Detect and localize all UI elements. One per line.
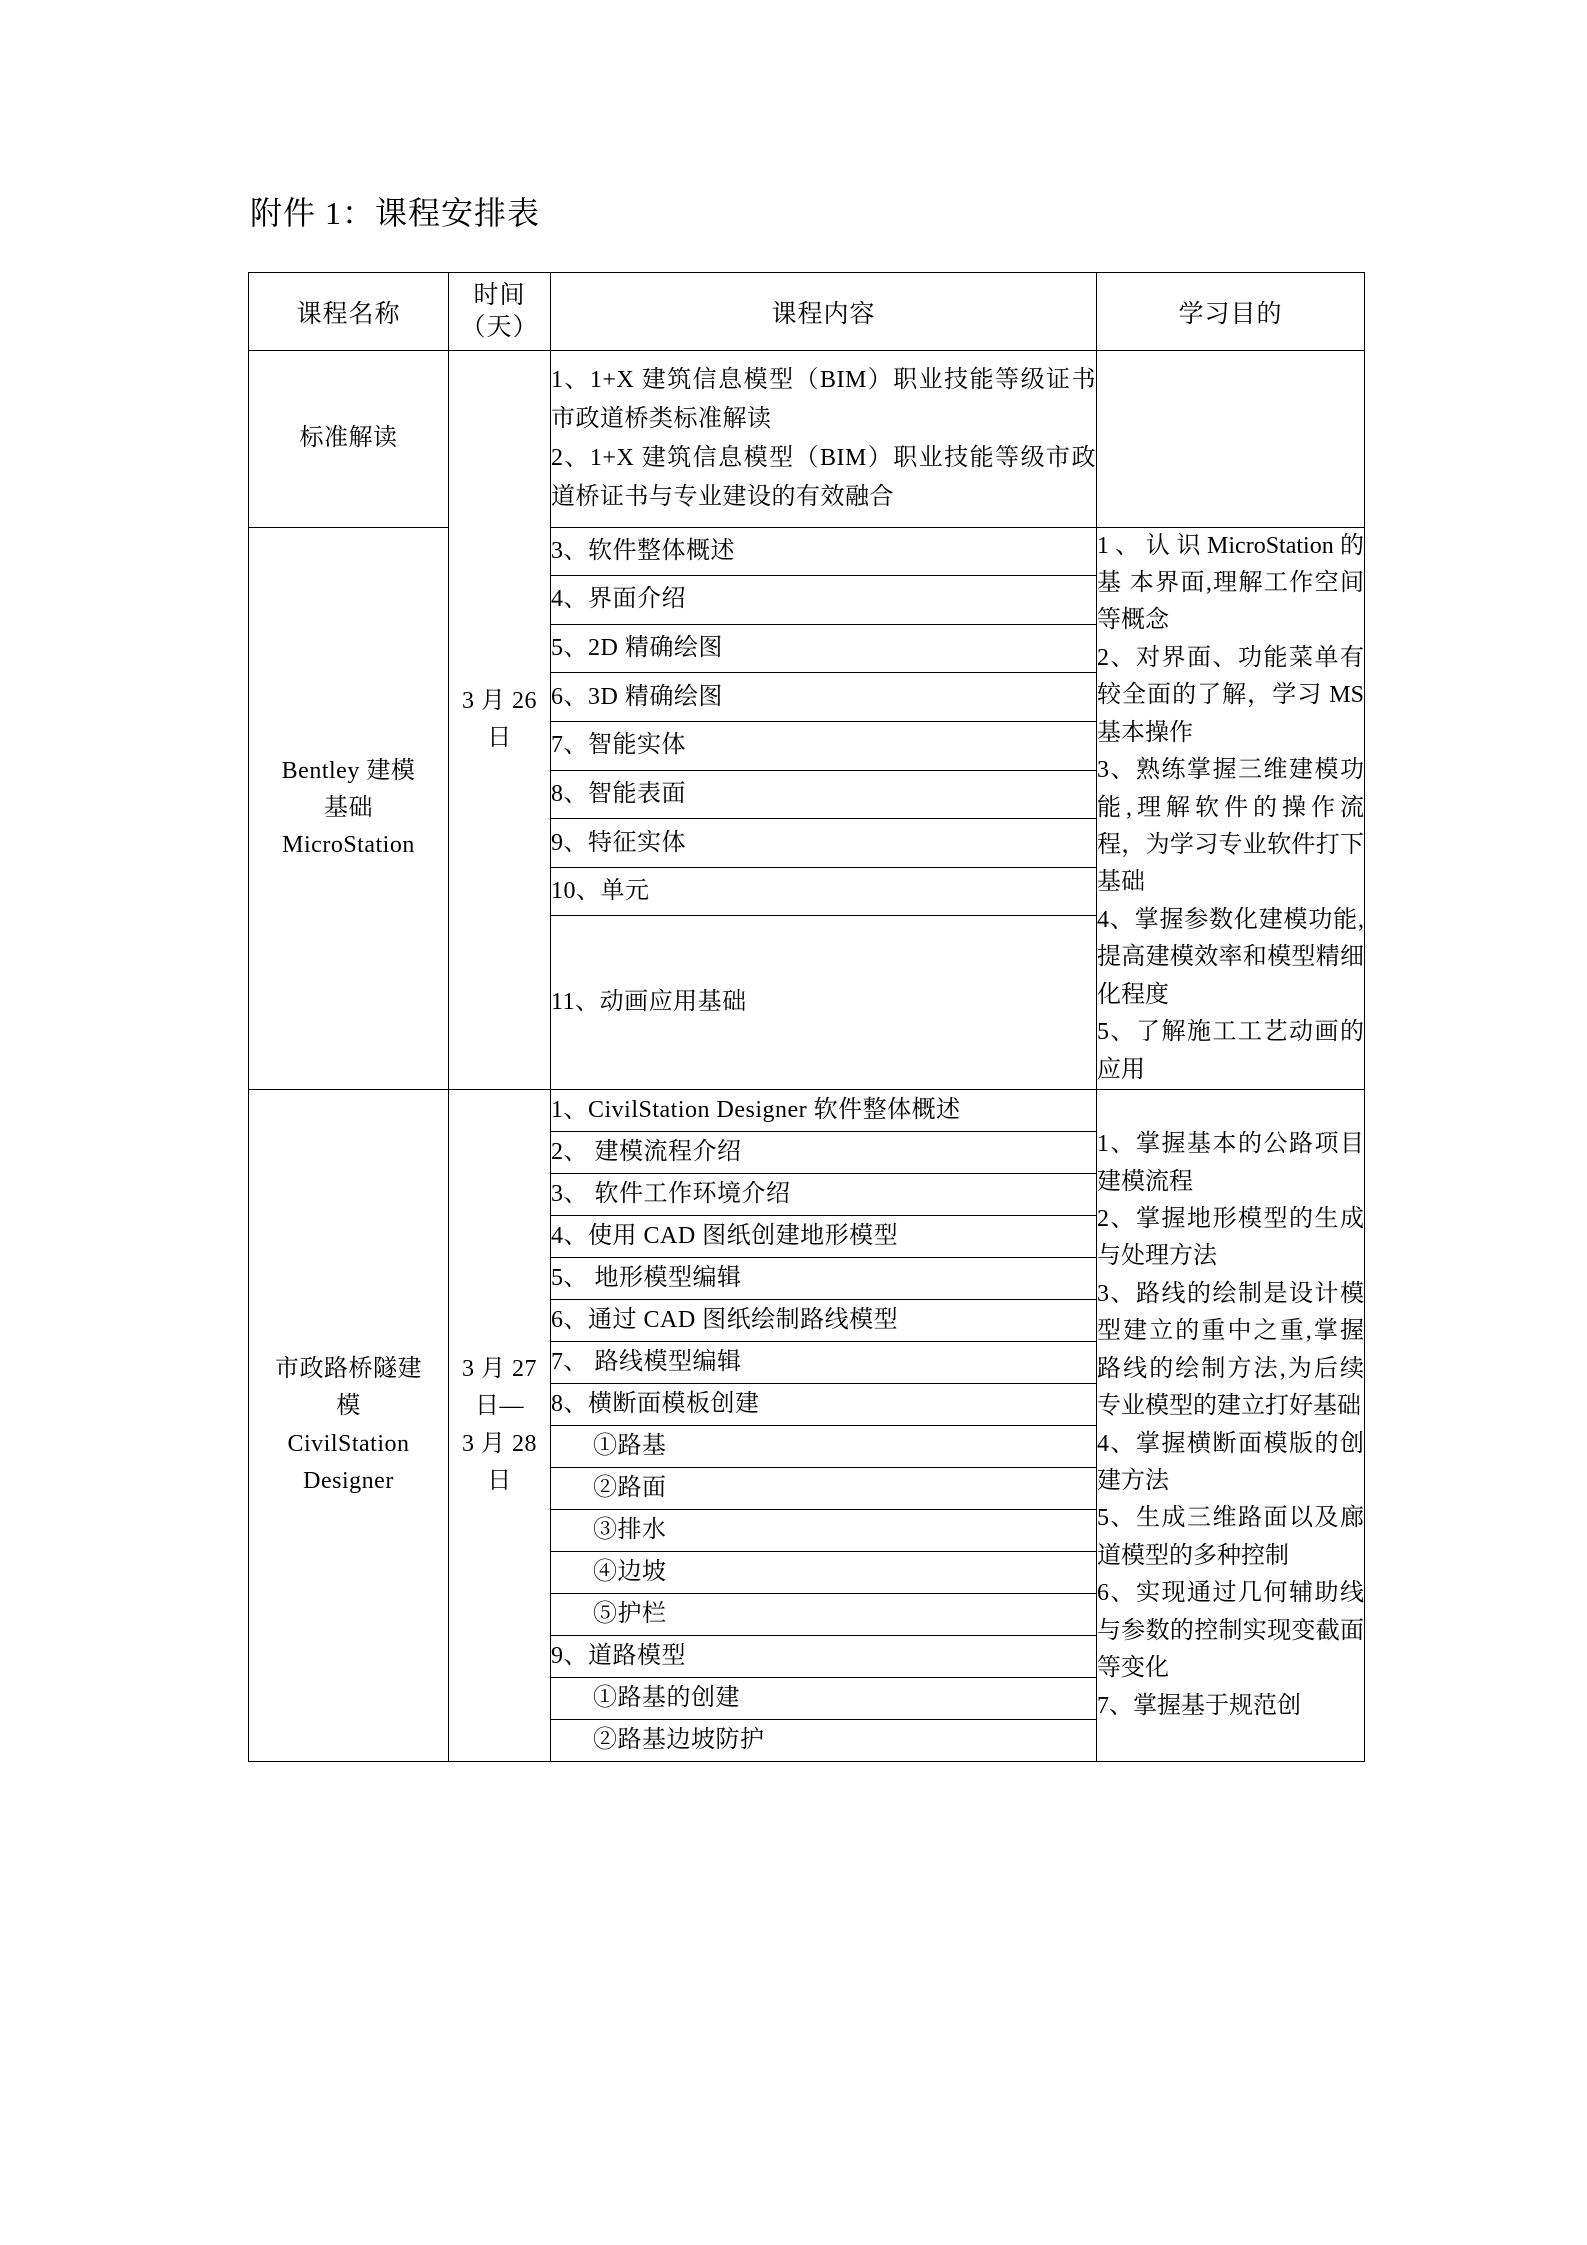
goal-paragraph: 2、掌握地形模型的生成与处理方法	[1097, 1205, 1364, 1270]
content-subitem: ①路基的创建	[551, 1678, 1097, 1720]
header-time-line2: （天）	[460, 313, 539, 341]
time-line: 3 月 27	[462, 1356, 537, 1383]
content-item: 4、界面介绍	[551, 576, 1097, 625]
content-item: 7、智能实体	[551, 721, 1097, 770]
content-paragraph: 2、1+X 建筑信息模型（BIM）职业技能等级市政道桥证书与专业建设的有效融合	[551, 444, 1096, 510]
header-course-name: 课程名称	[249, 273, 449, 351]
content-subitem: ⑤护栏	[551, 1594, 1097, 1636]
content-item: 5、2D 精确绘图	[551, 624, 1097, 673]
course-schedule-table	[248, 272, 1365, 1762]
content-item: 1、CivilStation Designer 软件整体概述	[551, 1090, 1097, 1132]
section3-goal	[1097, 1090, 1365, 1762]
content-item: 10、单元	[551, 867, 1097, 916]
content-item: 6、通过 CAD 图纸绘制路线模型	[551, 1300, 1097, 1342]
content-item: 4、使用 CAD 图纸创建地形模型	[551, 1216, 1097, 1258]
goal-paragraph: 1 、 认 识 MicroStation 的 基 本界面,理解工作空间等概念	[1097, 532, 1364, 634]
goal-paragraph: 4、掌握参数化建模功能,提高建模效率和模型精细化程度	[1097, 906, 1364, 1008]
goal-paragraph: 3、熟练掌握三维建模功能,理解软件的操作流程，为学习专业软件打下基础	[1097, 757, 1364, 896]
table-row	[249, 527, 1365, 576]
goal-paragraph: 2、对界面、功能菜单有较全面的了解，学习 MS 基本操作	[1097, 644, 1364, 746]
content-item: 8、横断面模板创建	[551, 1384, 1097, 1426]
section2-course-name	[249, 527, 449, 1090]
course-name-line: Designer	[303, 1467, 394, 1494]
content-item: 9、道路模型	[551, 1636, 1097, 1678]
content-item: 9、特征实体	[551, 819, 1097, 868]
time-line: 日—	[475, 1393, 524, 1420]
time-line: 3 月 28	[462, 1430, 537, 1457]
content-item: 2、 建模流程介绍	[551, 1132, 1097, 1174]
content-item: 6、3D 精确绘图	[551, 673, 1097, 722]
header-time-line1: 时间	[473, 281, 526, 309]
course-name-line: 市政路桥隧建	[275, 1356, 422, 1383]
content-item: 11、动画应用基础	[551, 916, 1097, 1090]
content-paragraph: 1、1+X 建筑信息模型（BIM）职业技能等级证书市政道桥类标准解读	[551, 367, 1096, 432]
section1-content	[551, 351, 1097, 528]
content-item: 7、 路线模型编辑	[551, 1342, 1097, 1384]
section1-course-name: 标准解读	[249, 351, 449, 528]
content-subitem: ②路基边坡防护	[551, 1720, 1097, 1762]
section2-goal	[1097, 527, 1365, 1090]
header-time	[449, 273, 551, 351]
goal-paragraph: 5、了解施工工艺动画的应用	[1097, 1019, 1364, 1083]
content-subitem: ④边坡	[551, 1552, 1097, 1594]
goal-paragraph: 7、掌握基于规范创	[1097, 1692, 1301, 1719]
content-item: 8、智能表面	[551, 770, 1097, 819]
content-item: 5、 地形模型编辑	[551, 1258, 1097, 1300]
course-name-line: CivilStation	[287, 1430, 410, 1457]
page-title: 附件 1：课程安排表	[250, 195, 541, 231]
time-line: 日	[487, 725, 512, 752]
content-subitem: ③排水	[551, 1510, 1097, 1552]
goal-paragraph: 5、生成三维路面以及廊道模型的多种控制	[1097, 1505, 1364, 1569]
course-name-line: 基础	[324, 794, 373, 821]
goal-paragraph: 6、实现通过几何辅助线与参数的控制实现变截面等变化	[1097, 1580, 1364, 1682]
course-name-line: 模	[336, 1393, 361, 1420]
section-time-bentley	[449, 351, 551, 1090]
header-course-content: 课程内容	[551, 273, 1097, 351]
content-item: 3、软件整体概述	[551, 527, 1097, 576]
section1-goal	[1097, 351, 1365, 528]
goal-paragraph: 4、掌握横断面模版的创建方法	[1097, 1430, 1364, 1494]
section-time-civilstation	[449, 1090, 551, 1762]
course-name-line: Bentley 建模	[281, 757, 416, 784]
goal-paragraph: 3、路线的绘制是设计模型建立的重中之重,掌握路线的绘制方法,为后续专业模型的建立打好基础	[1097, 1280, 1364, 1420]
table-row	[249, 351, 1365, 528]
header-learning-goal: 学习目的	[1097, 273, 1365, 351]
goal-paragraph: 1、掌握基本的公路项目建模流程	[1097, 1131, 1364, 1195]
time-line: 日	[487, 1467, 512, 1494]
table-row	[249, 1090, 1365, 1132]
course-name-line: MicroStation	[282, 831, 415, 858]
table-header-row	[249, 273, 1365, 351]
section3-course-name	[249, 1090, 449, 1762]
content-item: 3、 软件工作环境介绍	[551, 1174, 1097, 1216]
content-subitem: ②路面	[551, 1468, 1097, 1510]
time-line: 3 月 26	[462, 687, 537, 714]
content-subitem: ①路基	[551, 1426, 1097, 1468]
